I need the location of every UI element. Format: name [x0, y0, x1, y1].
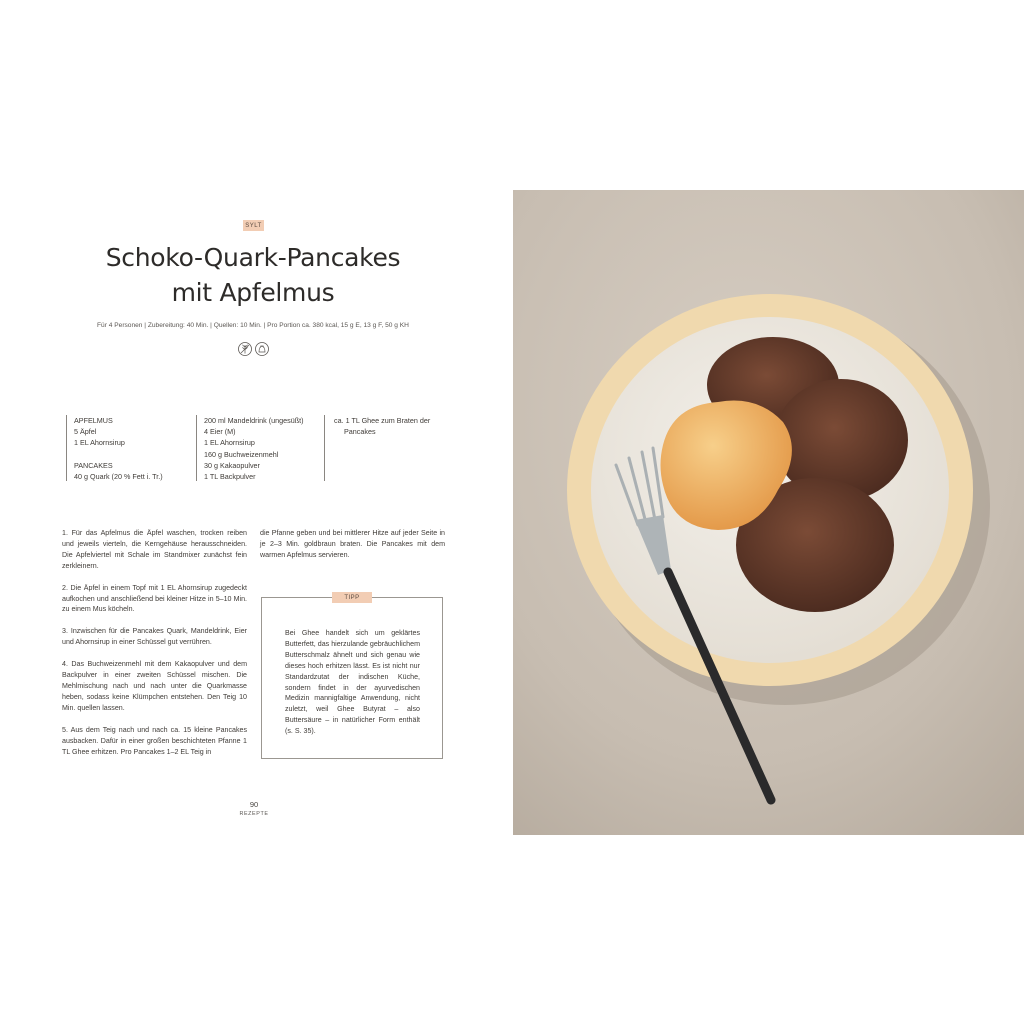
section-label: REZEPTE [239, 811, 269, 817]
ingredients-column-1 [66, 415, 184, 481]
recipe-title-line1: Schoko-Quark-Pancakes [105, 243, 401, 272]
ingredient-item: 1 EL Ahornsirup [74, 438, 125, 448]
food-photo [513, 190, 1024, 835]
ingredient-item-continued: Pancakes [344, 427, 376, 437]
step-4: 4. Das Buchweizenmehl mit dem Kakaopulver und dem Backpulver in einer zweiten Schüssel mischen. Die Mehlmischung nach und nach unter die Quarkmasse heben, sodass keine Klümpchen entstehen. Den Teig 10 Min. quellen lassen. [62, 660, 247, 712]
tipp-label: TIPP [332, 592, 372, 603]
preparation-steps [62, 528, 247, 768]
page-number: 90 [249, 800, 259, 809]
ingredient-item: ca. 1 TL Ghee zum Braten der [334, 416, 431, 425]
region-tag: SYLT [243, 220, 264, 231]
ingredients-column-3 [324, 415, 444, 481]
pancakes-heading: PANCAKES [74, 460, 113, 470]
recipe-meta: Für 4 Personen | Zubereitung: 40 Min. | Quellen: 10 Min. | Pro Portion ca. 380 kcal, 15 g E, 13 g F, 50 g KH [97, 322, 409, 329]
tipp-text: Bei Ghee handelt sich um geklärtes Butterfett, das hierzulande gebräuchlichem Butterschmalz ähnelt und sich genau wie dieses hoch erhitzen lässt. Es ist nicht nur Standardzutat der indischen Küche, sondern findet in der ayurvedischen Medizin mannigfaltige Anwendung, nicht zuletzt, weil Ghee Butyrat – also Buttersäure – in natürlicher Form enthält (s. S. 35). [285, 629, 420, 736]
ingredient-item: 4 Eier (M) [204, 427, 236, 437]
ingredient-item: 30 g Kakaopulver [204, 460, 260, 470]
ingredient-item: 160 g Buchweizenmehl [204, 449, 279, 459]
step-3: 3. Inzwischen für die Pancakes Quark, Mandeldrink, Eier und Ahornsirup in einer Schüssel gut verrühren. [62, 627, 247, 647]
step-2: 2. Die Äpfel in einem Topf mit 1 EL Ahornsirup zugedeckt aufkochen und anschließend bei kleiner Hitze in 5–10 Min. zu einem Mus köcheln. [62, 583, 247, 614]
ingredient-item: 40 g Quark (20 % Fett i. Tr.) [74, 472, 163, 481]
step-5-continued: die Pfanne geben und bei mittlerer Hitze auf jeder Seite in je 2–3 Min. goldbraun braten. Die Pancakes mit dem warmen Apfelmus servieren. [260, 529, 445, 559]
apfelmus-heading: APFELMUS [74, 416, 113, 425]
ingredient-item: 200 ml Mandeldrink (ungesüßt) [204, 416, 304, 425]
recipe-title-line2: mit Apfelmus [171, 278, 335, 307]
dairy-icon [256, 343, 269, 356]
ingredient-item: 5 Äpfel [74, 427, 97, 437]
wheat-free-icon [239, 343, 252, 356]
diet-icons [237, 341, 271, 357]
recipe-title [90, 240, 416, 310]
step-1: 1. Für das Apfelmus die Äpfel waschen, trocken reiben und jeweils vierteln, die Kerngehäuse herausschneiden. Die Apfelviertel mit Schale im Standmixer zunächst fein zerkleinern. [62, 529, 247, 570]
ingredient-item: 1 EL Ahornsirup [204, 438, 255, 448]
step-5: 5. Aus dem Teig nach und nach ca. 15 kleine Pancakes ausbacken. Dafür in einer großen beschichteten Pfanne 1 TL Ghee erhitzen. Pro Pancakes 1–2 EL Teig in [62, 725, 247, 756]
ingredients-column-2 [196, 415, 314, 481]
ingredient-item: 1 TL Backpulver [204, 472, 256, 482]
